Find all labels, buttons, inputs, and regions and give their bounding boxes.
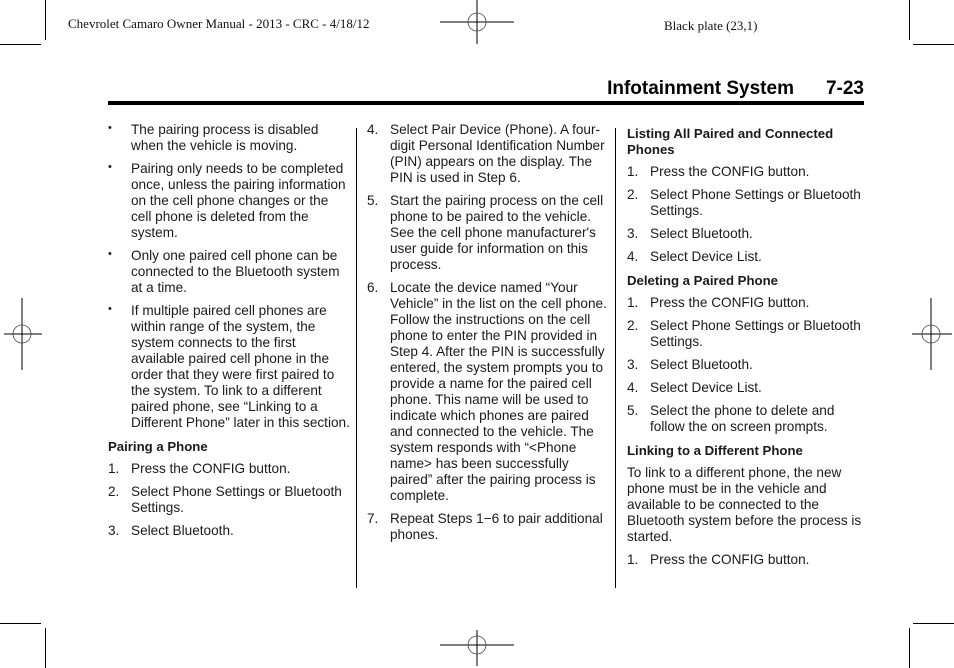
step-item: 4. Select Device List. — [627, 380, 762, 395]
step-item: 6. Locate the device named “Your Vehicle” in the list on the cell phone. Follow the instructions on the cell phone to enter the PIN provided in Step 4. After the PIN is successfully entered, the system prompts you to provide a name for the paired cell phone. This name will be used to indicate which phones are paired and connected to the vehicle. The system responds with “<Phone name> has been successfully paired” after the pairing process is complete. — [367, 280, 607, 503]
registration-mark-icon — [440, 626, 514, 668]
bullet-icon: • — [108, 161, 112, 173]
column-2 — [367, 122, 607, 550]
column-3 — [627, 126, 867, 575]
step-item: 7. Repeat Steps 1−6 to pair additional phones. — [367, 511, 603, 542]
registration-mark-icon — [910, 296, 954, 372]
registration-mark-icon — [0, 296, 44, 372]
bullet-icon: • — [108, 122, 112, 134]
bullet-icon: • — [108, 303, 112, 315]
step-item: 1. Press the CONFIG button. — [627, 164, 810, 179]
crop-mark — [0, 623, 41, 624]
header-rule — [108, 101, 864, 105]
column-1 — [108, 122, 350, 546]
crop-mark — [45, 0, 46, 40]
section-heading-deleting: Deleting a Paired Phone — [627, 273, 778, 288]
step-item: 1. Press the CONFIG button. — [627, 295, 810, 310]
step-item: 4. Select Pair Device (Phone). A four-digit Personal Identification Number (PIN) appears on the display. The PIN is used in Step 6. — [367, 122, 605, 185]
doc-info: Chevrolet Camaro Owner Manual - 2013 - CRC - 4/18/12 — [68, 16, 370, 31]
plate-info: Black plate (23,1) — [664, 18, 758, 33]
column-divider — [615, 128, 616, 588]
bullet-item: • If multiple paired cell phones are within range of the system, the system connects to the first available paired cell phone in the order that they were first paired to the system. To link to a different paired phone, see “Linking to a Different Phone” later in this section. — [108, 303, 350, 430]
column-divider — [356, 128, 357, 588]
bullet-item: • Pairing only needs to be completed once, unless the pairing information on the cell phone changes or the cell phone is deleted from the system. — [108, 161, 346, 240]
crop-mark — [45, 628, 46, 668]
crop-mark — [913, 623, 954, 624]
bullet-item: • Only one paired cell phone can be connected to the Bluetooth system at a time. — [108, 248, 340, 295]
step-item: 5. Start the pairing process on the cell phone to be paired to the vehicle. See the cell phone manufacturer's user guide for information on this process. — [367, 193, 604, 272]
step-item: 2. Select Phone Settings or Bluetooth Settings. — [627, 187, 861, 218]
registration-mark-icon — [440, 0, 514, 48]
bullet-item: • The pairing process is disabled when the vehicle is moving. — [108, 122, 319, 153]
bullet-icon: • — [108, 248, 112, 260]
section-heading-linking: Linking to a Different Phone — [627, 443, 803, 458]
linking-intro: To link to a different phone, the new phone must be in the vehicle and available to be connected to the Bluetooth system before the process is started. — [627, 465, 862, 544]
step-item: 1. Press the CONFIG button. — [108, 461, 291, 476]
step-item: 4. Select Device List. — [627, 249, 762, 264]
page-number: 7-23 — [825, 78, 864, 99]
crop-mark — [913, 44, 954, 45]
step-item: 3. Select Bluetooth. — [627, 226, 753, 241]
crop-mark — [909, 628, 910, 668]
step-item: 3. Select Bluetooth. — [627, 357, 753, 372]
step-item: 3. Select Bluetooth. — [108, 523, 234, 538]
section-heading-pairing: Pairing a Phone — [108, 439, 208, 454]
step-item: 2. Select Phone Settings or Bluetooth Settings. — [627, 318, 861, 349]
step-item: 2. Select Phone Settings or Bluetooth Settings. — [108, 484, 342, 515]
step-item: 5. Select the phone to delete and follow the on screen prompts. — [627, 403, 835, 434]
step-item: 1. Press the CONFIG button. — [627, 552, 810, 567]
section-title: Infotainment System — [607, 78, 794, 99]
crop-mark — [909, 0, 910, 40]
section-heading-listing: Listing All Paired and Connected Phones — [627, 126, 834, 157]
crop-mark — [0, 44, 41, 45]
